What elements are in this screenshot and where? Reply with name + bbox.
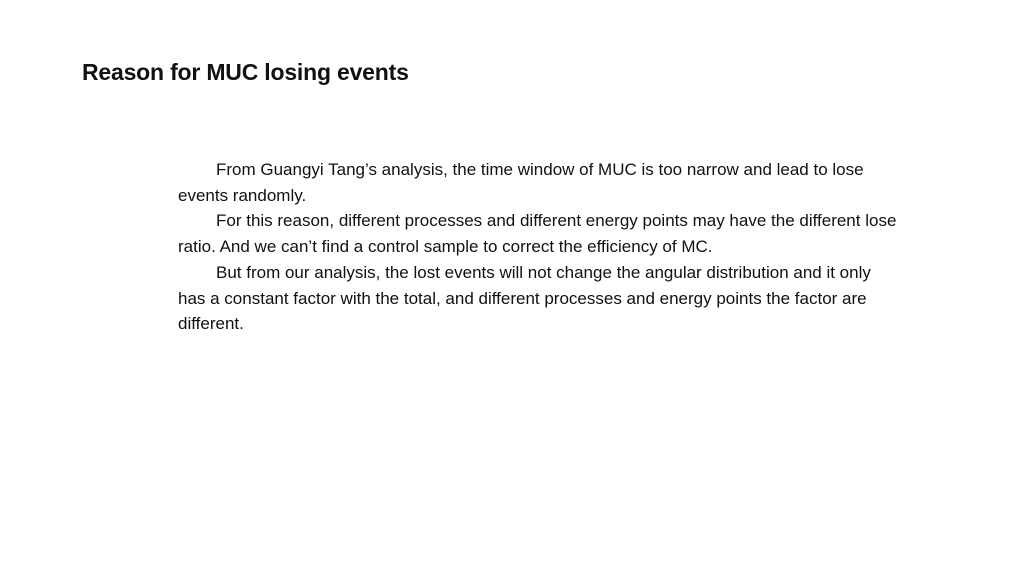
slide-title: Reason for MUC losing events: [82, 59, 409, 85]
body-paragraph-1: From Guangyi Tang’s analysis, the time window of MUC is too narrow and lead to lose events randomly.: [178, 160, 864, 205]
body-paragraph-2: For this reason, different processes and different energy points may have the different lose ratio. And we can’t find a control sample to correct the efficiency of MC.: [178, 211, 897, 257]
slide-body: [178, 157, 898, 337]
body-paragraph-3: But from our analysis, the lost events will not change the angular distribution and it only has a constant factor with the total, and different processes and energy points the factor are different.: [178, 262, 871, 334]
